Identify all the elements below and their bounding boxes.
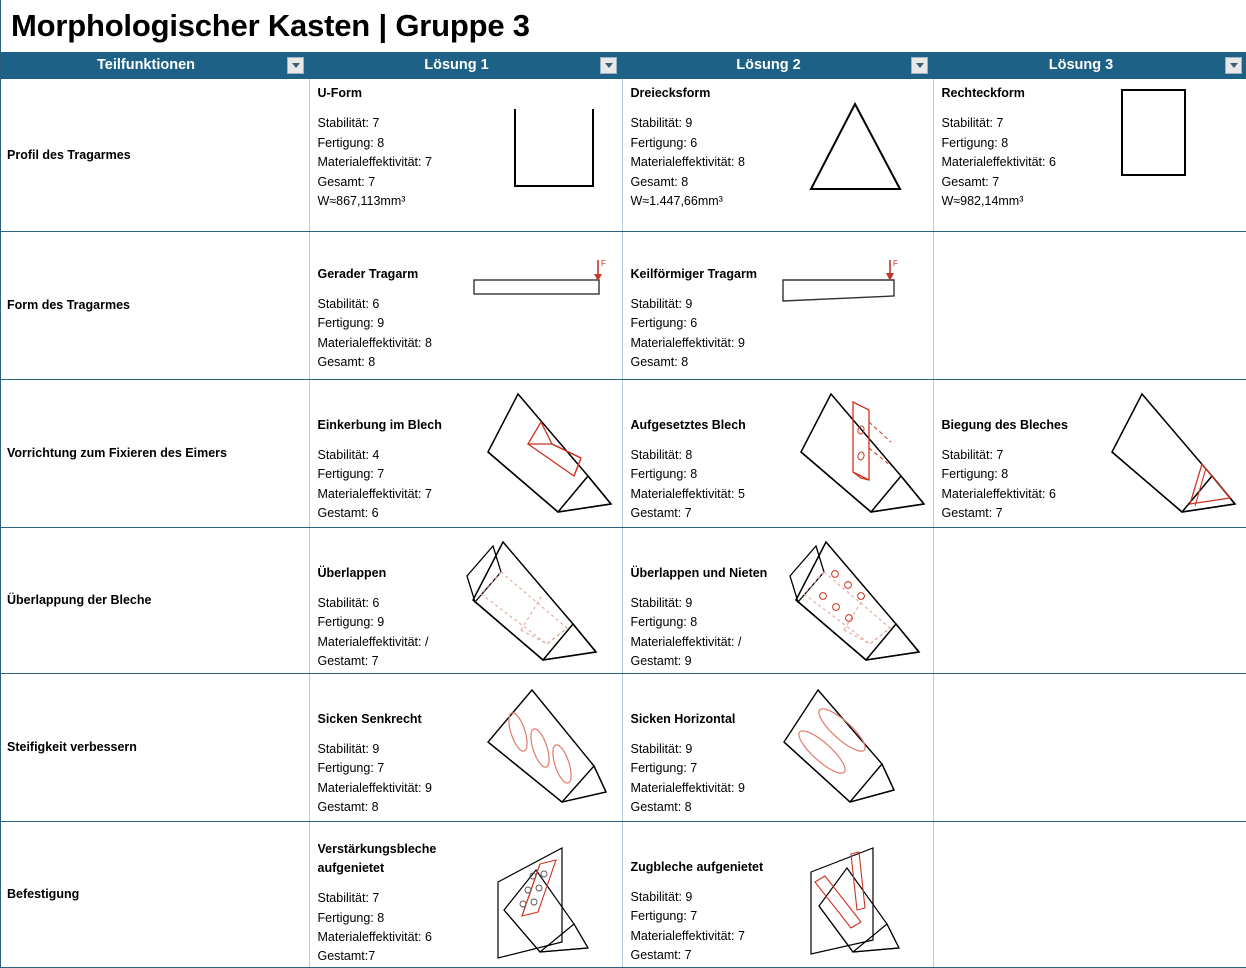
criterion-line: Fertigung: 6: [630, 135, 698, 150]
criterion-line: Fertigung: 8: [630, 615, 698, 630]
criterion-line: Materialeffektivität: /: [630, 634, 742, 649]
criterion-line: Gesamt: 7: [941, 174, 1000, 189]
criterion-line: Materialeffektivität: 7: [317, 155, 432, 170]
criterion-line: Gestamt: 7: [317, 654, 379, 668]
morphological-box-table: [1, 52, 1246, 968]
criterion-line: Materialeffektivität: 6: [941, 486, 1056, 501]
solution-cell[interactable]: [309, 821, 622, 967]
solution-title: Sicken Horizontal: [630, 711, 736, 726]
chevron-down-icon: [605, 63, 613, 68]
criterion-line: Stabilität: 9: [630, 741, 693, 756]
table-row: [1, 79, 1246, 231]
criterion-line: Fertigung: 9: [317, 615, 385, 630]
criterion-line: Gestamt: 9: [630, 654, 692, 668]
page-title-bar: [1, 0, 1246, 52]
solution-cell[interactable]: [309, 79, 622, 231]
solution-cell[interactable]: [933, 379, 1246, 527]
criterion-line: Materialeffektivität: 8: [317, 335, 432, 350]
page-title: Morphologischer Kasten | Gruppe 3: [11, 8, 530, 43]
chevron-down-icon: [292, 63, 300, 68]
solution-cell[interactable]: [309, 379, 622, 527]
column-header-loesung-1[interactable]: [309, 52, 622, 79]
chevron-down-icon: [916, 63, 924, 68]
solution-cell[interactable]: [933, 79, 1246, 231]
criterion-line: Materialeffektivität: 6: [317, 930, 432, 944]
criterion-line: Fertigung: 8: [941, 135, 1009, 150]
filter-dropdown-loesung-3[interactable]: [1225, 57, 1242, 74]
criterion-line: Materialeffektivität: 7: [630, 928, 745, 943]
criterion-line: Gesamt: 8: [630, 355, 689, 369]
criterion-line: Stabilität: 7: [317, 116, 380, 131]
solution-cell[interactable]: [622, 673, 933, 821]
criterion-line: Stabilität: 7: [317, 891, 380, 906]
criterion-line: Stabilität: 6: [317, 296, 380, 311]
criterion-line: Stabilität: 6: [317, 595, 380, 610]
criterion-line: Stabilität: 7: [941, 116, 1004, 131]
table-row: [1, 379, 1246, 527]
solution-title: Keilförmiger Tragarm: [630, 266, 757, 281]
criterion-line: W≈982,14mm³: [941, 193, 1024, 208]
criterion-line: Stabilität: 9: [630, 296, 693, 311]
solution-title: U-Form: [317, 86, 362, 100]
solution-cell[interactable]: [309, 673, 622, 821]
column-header-label: Lösung 2: [736, 57, 801, 73]
criterion-line: Fertigung: 8: [317, 910, 385, 925]
criterion-line: Materialeffektivität: 9: [630, 780, 745, 795]
criterion-line: Fertigung: 8: [630, 467, 698, 482]
solution-title: Einkerbung im Blech: [317, 417, 442, 432]
column-header-loesung-3[interactable]: [933, 52, 1246, 79]
criterion-line: Materialeffektivität: 7: [317, 486, 432, 501]
criterion-line: Fertigung: 7: [630, 761, 698, 776]
solution-cell[interactable]: [622, 231, 933, 379]
criterion-line: Gestamt:7: [317, 949, 376, 964]
criterion-line: Materialeffektivität: 9: [317, 780, 432, 795]
criterion-line: W≈1.447,66mm³: [630, 193, 723, 208]
criterion-line: Fertigung: 6: [630, 316, 698, 331]
criterion-line: Gestamt: 7: [630, 948, 692, 962]
column-header-label: Lösung 3: [1048, 57, 1114, 73]
table-row: [1, 231, 1246, 379]
solution-cell[interactable]: [622, 821, 933, 967]
chevron-down-icon: [1230, 63, 1238, 68]
table-header-row: [1, 52, 1246, 79]
solution-cell[interactable]: [933, 673, 1246, 821]
criterion-line: Gesamt: 8: [630, 174, 689, 189]
criterion-line: Gestamt: 8: [630, 800, 692, 814]
solution-cell[interactable]: [622, 527, 933, 673]
criterion-line: Gestamt: 7: [941, 506, 1003, 520]
solution-title: Biegung des Bleches: [941, 417, 1068, 432]
criterion-line: Stabilität: 9: [630, 595, 693, 610]
criterion-line: Gesamt: 8: [317, 355, 376, 369]
criterion-line: Fertigung: 9: [317, 316, 385, 331]
solution-title: Überlappen: [317, 565, 387, 580]
criterion-line: Fertigung: 8: [317, 135, 385, 150]
solution-title: Rechteckform: [941, 86, 1025, 100]
criterion-line: Materialeffektivität: 8: [630, 155, 745, 170]
function-cell: Befestigung: [1, 821, 309, 967]
criterion-line: Gestamt: 8: [317, 800, 379, 814]
criterion-line: Fertigung: 7: [317, 761, 385, 776]
criterion-line: Fertigung: 8: [941, 467, 1009, 482]
solution-title: Sicken Senkrecht: [317, 711, 422, 726]
column-header-loesung-2[interactable]: [622, 52, 933, 79]
function-cell: Vorrichtung zum Fixieren des Eimers: [1, 379, 309, 527]
solution-cell[interactable]: [933, 231, 1246, 379]
function-cell: Profil des Tragarmes: [1, 79, 309, 231]
table-row: [1, 821, 1246, 967]
solution-cell[interactable]: [622, 379, 933, 527]
criterion-line: Stabilität: 4: [317, 447, 380, 462]
criterion-line: Materialeffektivität: 6: [941, 155, 1056, 170]
solution-title: Zugbleche aufgenietet: [630, 859, 764, 874]
column-header-label: Lösung 1: [424, 57, 489, 73]
criterion-line: Stabilität: 9: [317, 741, 380, 756]
criterion-line: Gestamt: 6: [317, 506, 379, 520]
table-row: [1, 527, 1246, 673]
solution-title: Gerader Tragarm: [317, 266, 419, 281]
solution-title: Verstärkungsbleche aufgenietet: [317, 841, 437, 875]
criterion-line: Gesamt: 7: [317, 174, 376, 189]
svg-text:F: F: [892, 258, 898, 268]
solution-title: Überlappen und Nieten: [630, 565, 768, 580]
criterion-line: Gestamt: 7: [630, 506, 692, 520]
solution-title: Aufgesetztes Blech: [630, 417, 746, 432]
column-header-label: Teilfunktionen: [96, 57, 195, 73]
filter-dropdown-loesung-1[interactable]: [600, 57, 617, 74]
solution-cell[interactable]: [309, 527, 622, 673]
criterion-line: Stabilität: 9: [630, 889, 693, 904]
solution-cell[interactable]: [933, 821, 1246, 967]
criterion-line: Stabilität: 8: [630, 447, 693, 462]
filter-dropdown-loesung-2[interactable]: [911, 57, 928, 74]
table-body: [1, 79, 1246, 967]
solution-cell[interactable]: [933, 527, 1246, 673]
filter-dropdown-teilfunktionen[interactable]: [287, 57, 304, 74]
table-row: [1, 673, 1246, 821]
solution-cell[interactable]: [309, 231, 622, 379]
svg-text:F: F: [600, 258, 606, 268]
function-cell: Form des Tragarmes: [1, 231, 309, 379]
function-cell: Überlappung der Bleche: [1, 527, 309, 673]
criterion-line: Fertigung: 7: [630, 909, 698, 924]
function-cell: Steifigkeit verbessern: [1, 673, 309, 821]
column-header-teilfunktionen[interactable]: [1, 52, 309, 79]
criterion-line: Materialeffektivität: 9: [630, 335, 745, 350]
criterion-line: Stabilität: 9: [630, 116, 693, 131]
solution-title: Dreiecksform: [630, 86, 711, 100]
criterion-line: W≈867,113mm³: [317, 193, 406, 208]
criterion-line: Materialeffektivität: 5: [630, 486, 745, 501]
criterion-line: Stabilität: 7: [941, 447, 1004, 462]
solution-cell[interactable]: [622, 79, 933, 231]
criterion-line: Materialeffektivität: /: [317, 634, 429, 649]
criterion-line: Fertigung: 7: [317, 467, 385, 482]
